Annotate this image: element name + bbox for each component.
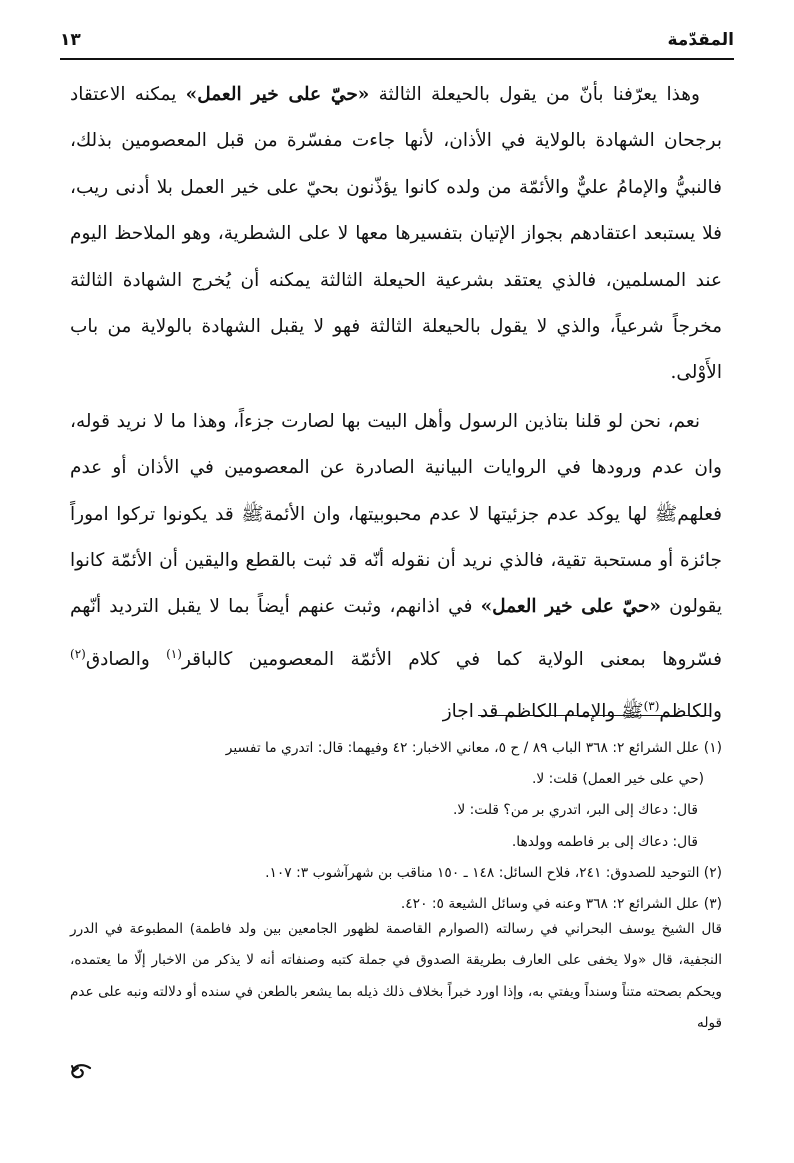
header-rule: [60, 58, 734, 60]
footnote-ref-2[interactable]: (٢): [70, 646, 86, 661]
page-title: المقدّمة: [667, 30, 734, 50]
paragraph-1-text-b: يمكنه الاعتقاد برجحان الشهادة بالولاية في الأذان، لأنها جاءت مفسّرة من قبل المعصومين بذلك، فالنبيُّ والإمامُ عليٌّ والأئمّة من ولده كانوا يؤذّنون بحيّ على خير العمل بلا أدنى ريب، فلا يستبعد اعتقادهم بجواز الإتيان بتفسيرها معها لا على الشطرية، وهو الملاحظ اليوم عند المسلمين، فالذي يعتقد بشرعية الحيعلة الثالثة يمكنه أن يُخرج الشهادة الثالثة مخرجاً شرعياً، والذي لا يقول بالحيعلة الثالثة فهو لا يقبل الشهادة بالولاية من باب الأَوْلى.: [70, 84, 722, 384]
footnote-1-line-4: قال: دعاك إلى بر فاطمه وولدها.: [511, 833, 698, 850]
paragraph-2-text-a: نعم، نحن لو قلنا بتاذين الرسول وأهل البيت بها لصارت جزءاً، وهذا ما لا نريد قوله، وان عدم ورودها في الروايات البيانية الصادرة عن المعصومين في الأذان أو عدم فعلهمﷺ لها يوكد عدم جزئيتها لا عدم محبوبيتها، وان الأئمةﷺ قد يكونوا تركوا اموراً جائزة أو مستحبة تقية، فالذي نريد أن نقوله أنّه قد ثبت بالقطع واليقين أن الأئمّة كانوا يقولون: [70, 410, 722, 618]
paragraph-1-quote: «حيّ على خير العمل»: [185, 84, 370, 105]
footnote-3: (٣) علل الشرائع ٢: ٣٦٨ وعنه في وسائل الشيعة ٥: ٤٢٠.: [400, 896, 722, 913]
footnote-1-line-3: قال: دعاك إلى البر، اتدري بر من؟ قلت: لا.: [453, 802, 698, 819]
footnote-2: (٢) التوحيد للصدوق: ٢٤١، فلاح السائل: ١٤٨ ـ ١٥٠ مناقب بن شهرآشوب ٣: ١٠٧.: [265, 864, 722, 881]
footnote-1-line-1: (١) علل الشرائع ٢: ٣٦٨ الباب ٨٩ / ح ٥، معاني الاخبار: ٤٢ وفيهما: قال: اتدري ما تفسير: [225, 740, 722, 756]
page-header: [60, 26, 734, 60]
paragraph-2-text-d: والكاظم: [659, 701, 722, 723]
main-text: [70, 72, 722, 736]
footnotes: [82, 733, 722, 920]
paragraph-2-text-b: في اذانهم، وثبت عنهم أيضاً بما لا يقبل الترديد أنّهم فسّروها بمعنى الولاية كما في كلام الأئمّة المعصومين كالباقر: [70, 596, 722, 671]
paragraph-2-text-e: ﷺ والإمام الكاظم قد اجاز: [442, 701, 644, 723]
footnote-separator: [478, 715, 710, 716]
paragraph-2-text-c: والصادق: [85, 649, 167, 671]
paragraph-1-text-a: وهذا يعرّفنا بأنّ من يقول بالحيعلة الثالثة: [369, 84, 700, 105]
footnote-1-line-2: (حي على خير العمل) قلت: لا.: [531, 771, 704, 788]
paragraph-2-quote: «حيّ على خير العمل»: [480, 596, 661, 618]
footnote-ref-3[interactable]: (٣): [643, 699, 660, 714]
footnote-3-quote: قال الشيخ يوسف البحراني في رسالته (الصوارم القاصمة لظهور الجامعين بين ولد فاطمة) المطبوعة في الدرر النجفية، قال «ولا يخفى على العارف بطريقة الصدوق في جملة كتبه وصنفاته أنه لا يذكر من الاخبار إلّا ما يعتمده، ويحكم بصحته متناً وسنداً ويفتي به، وإذا اورد خبراً بخلاف ذلك ذيله بما يشعر بالطعن في سنده أو دلالته ونبه على عدم قوله: [70, 921, 722, 1032]
footnote-ref-1[interactable]: (١): [166, 646, 182, 661]
continuation-arrow-icon: [68, 1062, 94, 1082]
paragraph-2: [70, 399, 722, 736]
paragraph-1: [70, 72, 722, 397]
page-number: ١٣: [60, 30, 81, 50]
